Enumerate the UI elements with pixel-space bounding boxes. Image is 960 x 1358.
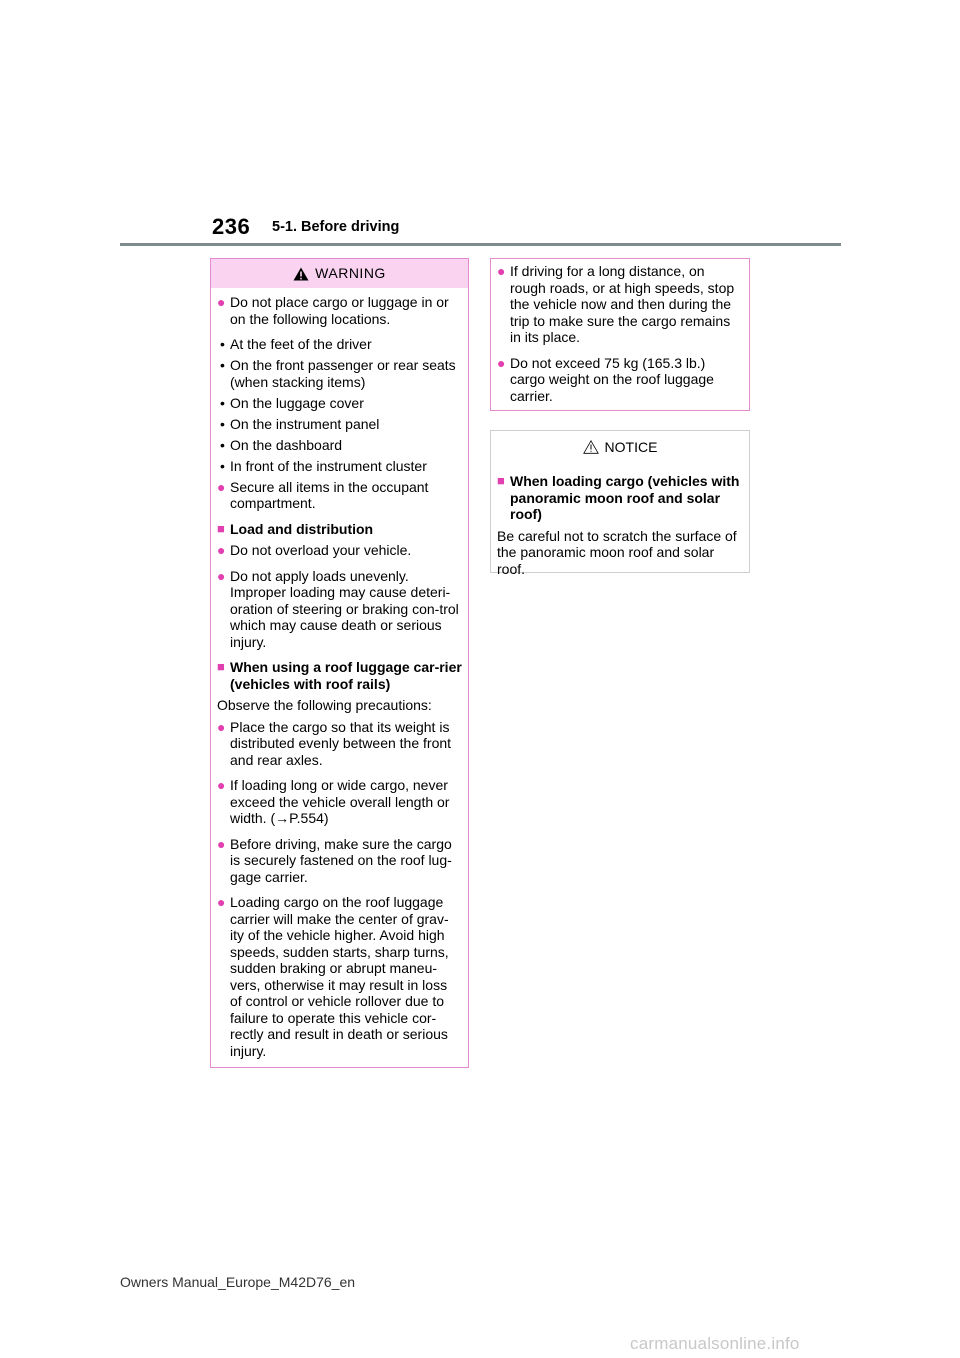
warning-continued-content bbox=[497, 263, 743, 404]
item-text: On the instrument panel bbox=[230, 415, 380, 432]
circle-bullet-icon: ● bbox=[497, 354, 506, 371]
item-text: If driving for a long distance, on rough roads, or at high speeds, stop the vehicle now and then during the trip to make sure the cargo remains in its place. bbox=[510, 263, 735, 345]
header-divider bbox=[120, 243, 841, 246]
dot-bullet-icon: • bbox=[220, 457, 225, 474]
notice-title: NOTICE bbox=[604, 438, 658, 455]
dot-list-item bbox=[217, 336, 462, 353]
circle-bullet-icon: ● bbox=[217, 894, 226, 910]
section-title: 5-1. Before driving bbox=[272, 219, 400, 235]
dot-list-item bbox=[217, 357, 462, 390]
item-text: In front of the instrument cluster bbox=[230, 457, 427, 474]
notice-text: Be careful not to scratch the surface of the panoramic moon roof and solar roof. bbox=[497, 527, 737, 577]
item-text: Place the cargo so that its weight is distributed evenly between the front and rear axles. bbox=[230, 718, 452, 768]
warning-triangle-icon bbox=[293, 267, 309, 281]
subheading bbox=[217, 659, 462, 692]
dot-list-item bbox=[217, 395, 462, 412]
item-text: When using a roof luggage car-rier (vehicles with roof rails) bbox=[230, 659, 462, 692]
notice-triangle-icon bbox=[583, 440, 599, 454]
warning-header bbox=[211, 259, 468, 288]
item-text: Do not exceed 75 kg (165.3 lb.) cargo weight on the roof luggage carrier. bbox=[510, 354, 714, 404]
circle-bullet-icon: ● bbox=[217, 835, 226, 852]
bullet-item bbox=[217, 542, 462, 559]
warning-content bbox=[217, 294, 462, 1059]
circle-bullet-icon: ● bbox=[217, 294, 226, 310]
circle-bullet-icon: ● bbox=[217, 777, 226, 793]
bullet-item bbox=[217, 894, 462, 1059]
warning-continued-box bbox=[490, 258, 750, 411]
square-bullet-icon: ■ bbox=[217, 659, 225, 674]
circle-bullet-icon: ● bbox=[217, 478, 226, 495]
bullet-item bbox=[217, 294, 462, 327]
item-text: On the front passenger or rear seats (when stacking items) bbox=[230, 357, 456, 390]
dot-list-item bbox=[217, 416, 462, 433]
item-text: Secure all items in the occupant compartment. bbox=[230, 478, 429, 511]
bullet-item bbox=[217, 777, 462, 827]
item-text: Before driving, make sure the cargo is securely fastened on the roof lug-gage carrier. bbox=[230, 835, 452, 885]
bullet-item bbox=[497, 263, 743, 346]
watermark: carmanualsonline.info bbox=[630, 1334, 800, 1353]
circle-bullet-icon: ● bbox=[217, 542, 226, 558]
item-text: Loading cargo on the roof luggage carrier will make the center of grav-ity of the vehicle higher. Avoid high speeds, sudden starts, sharp turns, sudden braking or abrupt maneu-vers, otherwise it may result in loss of control or vehicle rollover due to failure to operate this vehicle cor-rectly and result in death or serious injury. bbox=[230, 894, 449, 1059]
notice-heading-text: When loading cargo (vehicles with panoramic moon roof and solar roof) bbox=[510, 473, 740, 522]
bullet-item bbox=[217, 836, 462, 886]
notice-header bbox=[491, 431, 749, 463]
item-text: If loading long or wide cargo, never exceed the vehicle overall length or width. (→P.554) bbox=[230, 777, 450, 826]
page-number: 236 bbox=[212, 214, 251, 239]
bullet-item bbox=[497, 355, 743, 405]
circle-bullet-icon: ● bbox=[217, 718, 226, 735]
notice-box bbox=[490, 430, 750, 577]
dot-list-item bbox=[217, 458, 462, 475]
notice-heading bbox=[497, 473, 743, 523]
item-text: Do not place cargo or luggage in or on the following locations. bbox=[230, 294, 449, 327]
paragraph: Observe the following precautions: bbox=[217, 697, 432, 713]
item-text: Do not overload your vehicle. bbox=[230, 542, 412, 558]
dot-bullet-icon: • bbox=[220, 436, 225, 453]
item-text: At the feet of the driver bbox=[230, 336, 372, 352]
square-bullet-icon: ■ bbox=[217, 520, 225, 536]
circle-bullet-icon: ● bbox=[497, 263, 506, 279]
dot-bullet-icon: • bbox=[220, 415, 225, 432]
item-text: On the dashboard bbox=[230, 436, 343, 453]
item-text: Do not apply loads unevenly. Improper loading may cause deteri-oration of steering or braking con-trol which may cause death or serious injury. bbox=[230, 567, 459, 650]
footer-text: Owners Manual_Europe_M42D76_en bbox=[120, 1274, 356, 1290]
circle-bullet-icon: ● bbox=[217, 567, 226, 584]
dot-bullet-icon: • bbox=[220, 336, 225, 352]
warning-title: WARNING bbox=[315, 265, 386, 282]
warning-box bbox=[210, 258, 469, 1068]
subheading bbox=[217, 521, 462, 538]
dot-list-item bbox=[217, 437, 462, 454]
dot-bullet-icon: • bbox=[220, 394, 225, 411]
item-text: Load and distribution bbox=[230, 520, 374, 537]
item-text: On the luggage cover bbox=[230, 394, 364, 411]
bullet-item bbox=[217, 719, 462, 769]
bullet-item bbox=[217, 568, 462, 651]
dot-bullet-icon: • bbox=[220, 357, 225, 373]
square-bullet-icon: ■ bbox=[497, 473, 505, 488]
bullet-item bbox=[217, 479, 462, 512]
